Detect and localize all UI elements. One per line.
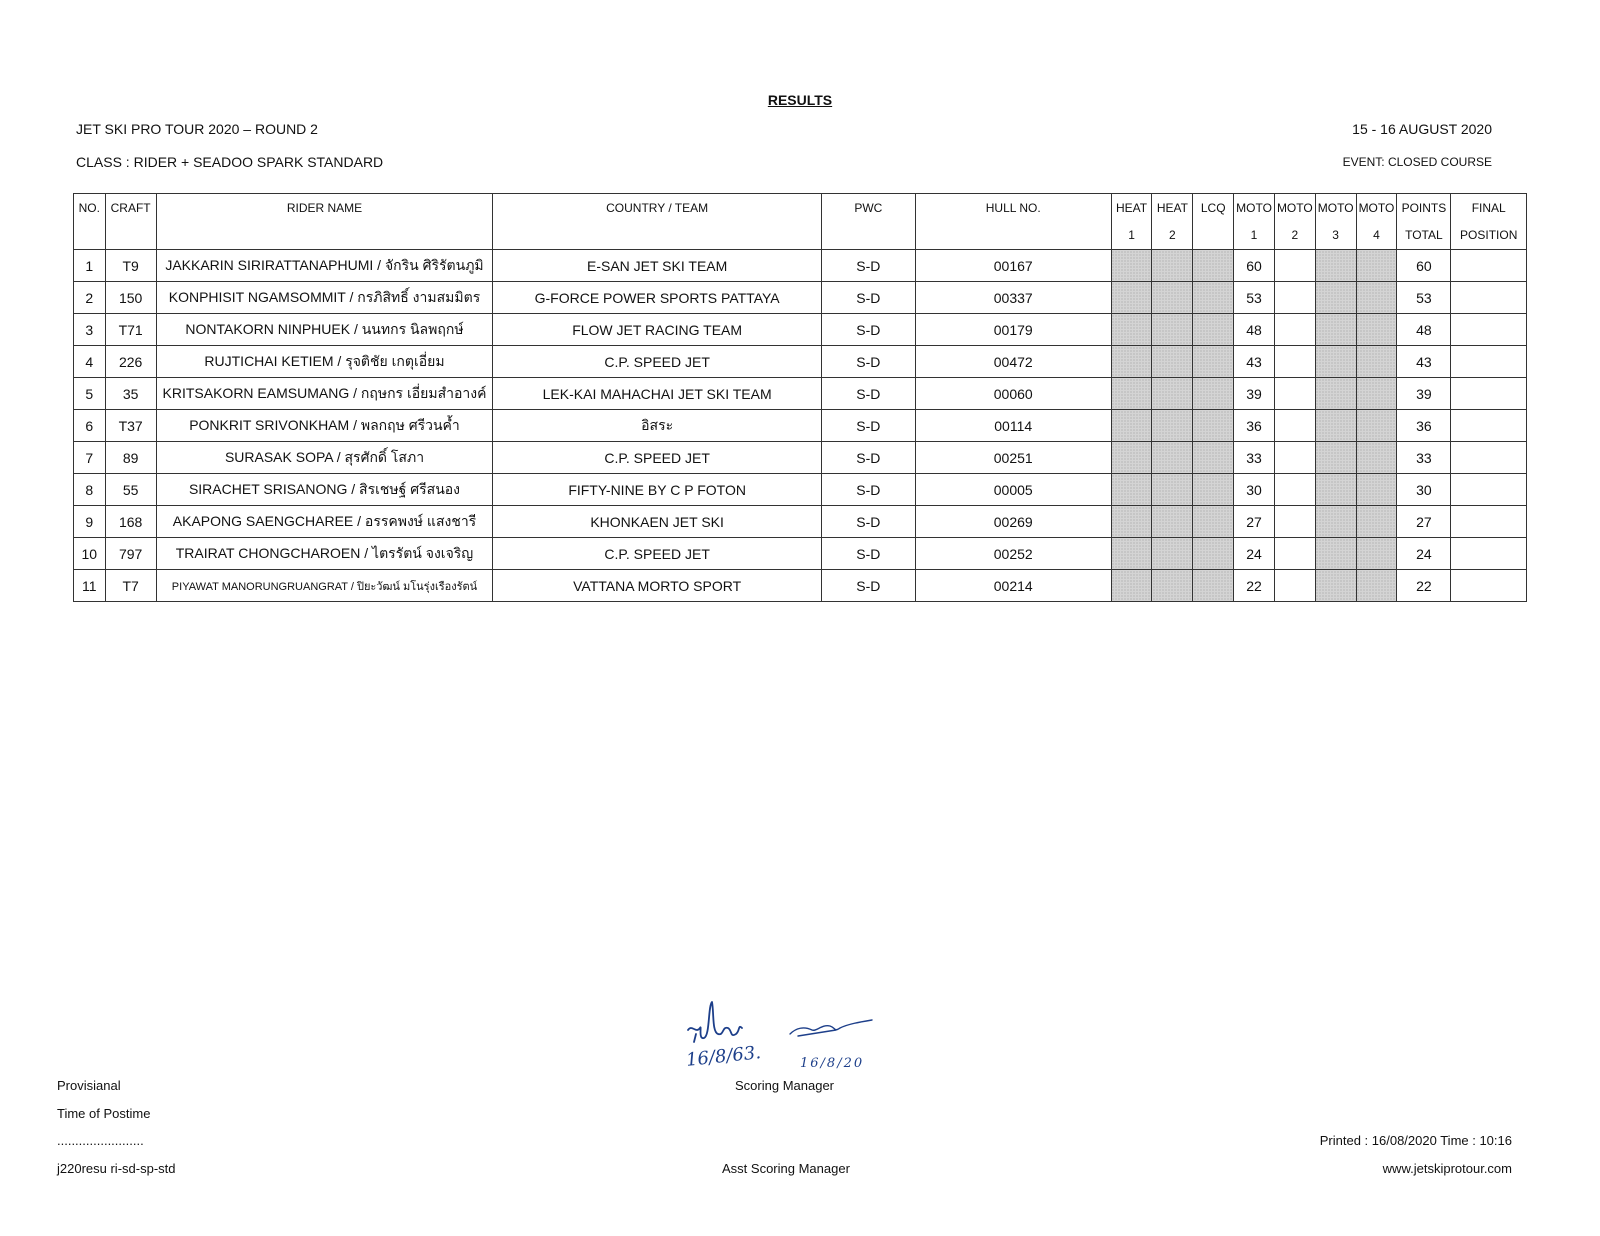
table-row [74,282,1527,314]
cell-hull-no: 00060 [915,378,1111,410]
cell-rider-name: PIYAWAT MANORUNGRUANGRAT / ปิยะวัฒน์ มโนรุ่งเรืองรัตน์ [156,570,493,602]
cell-hull-no: 00252 [915,538,1111,570]
cell-heat1 [1111,282,1152,314]
cell-final-position [1451,442,1527,474]
printed-timestamp: Printed : 16/08/2020 Time : 10:16 [1319,1133,1512,1148]
col-header-no: NO. [74,194,106,222]
col-subheader: TOTAL [1397,221,1451,250]
cell-moto2 [1274,538,1315,570]
cell-pwc: S-D [821,506,915,538]
cell-heat2 [1152,570,1193,602]
col-header-points: POINTS [1397,194,1451,222]
cell-moto1: 30 [1234,474,1275,506]
cell-pwc: S-D [821,538,915,570]
cell-moto4 [1356,474,1397,506]
col-header-hull: HULL NO. [915,194,1111,222]
col-subheader: 4 [1356,221,1397,250]
cell-heat2 [1152,250,1193,282]
cell-moto3 [1315,506,1356,538]
cell-no: 3 [74,314,106,346]
cell-moto3 [1315,442,1356,474]
col-header-moto1: MOTO [1234,194,1275,222]
cell-points-total: 36 [1397,410,1451,442]
cell-moto2 [1274,410,1315,442]
cell-craft: 226 [105,346,156,378]
cell-lcq [1193,282,1234,314]
cell-team: C.P. SPEED JET [493,442,822,474]
col-subheader [156,221,493,250]
cell-moto1: 43 [1234,346,1275,378]
cell-lcq [1193,346,1234,378]
cell-craft: 89 [105,442,156,474]
cell-no: 4 [74,346,106,378]
cell-no: 1 [74,250,106,282]
cell-moto2 [1274,314,1315,346]
table-row [74,474,1527,506]
cell-pwc: S-D [821,250,915,282]
cell-craft: 150 [105,282,156,314]
cell-final-position [1451,282,1527,314]
col-header-moto3: MOTO [1315,194,1356,222]
cell-pwc: S-D [821,346,915,378]
time-of-postime-label: Time of Postime [57,1106,151,1121]
cell-moto3 [1315,250,1356,282]
cell-moto4 [1356,282,1397,314]
cell-final-position [1451,378,1527,410]
table-body [74,250,1527,602]
col-header-lcq: LCQ [1193,194,1234,222]
cell-no: 7 [74,442,106,474]
cell-lcq [1193,314,1234,346]
page-title: RESULTS [767,92,833,108]
cell-hull-no: 00472 [915,346,1111,378]
cell-rider-name: NONTAKORN NINPHUEK / นนทกร นิลพฤกษ์ [156,314,493,346]
cell-heat2 [1152,282,1193,314]
col-header-final: FINAL [1451,194,1527,222]
cell-heat1 [1111,538,1152,570]
cell-pwc: S-D [821,474,915,506]
cell-moto3 [1315,410,1356,442]
col-header-moto4: MOTO [1356,194,1397,222]
cell-hull-no: 00269 [915,506,1111,538]
cell-moto4 [1356,250,1397,282]
cell-craft: 35 [105,378,156,410]
cell-rider-name: RUJTICHAI KETIEM / รุจติชัย เกตุเอี่ยม [156,346,493,378]
col-header-team: COUNTRY / TEAM [493,194,822,222]
cell-craft: T7 [105,570,156,602]
cell-pwc: S-D [821,282,915,314]
cell-moto2 [1274,442,1315,474]
table-row [74,410,1527,442]
results-table [73,193,1527,602]
cell-moto2 [1274,346,1315,378]
cell-lcq [1193,474,1234,506]
cell-moto4 [1356,410,1397,442]
cell-moto3 [1315,474,1356,506]
cell-moto1: 48 [1234,314,1275,346]
cell-team: FIFTY-NINE BY C P FOTON [493,474,822,506]
cell-moto4 [1356,314,1397,346]
cell-craft: 55 [105,474,156,506]
cell-points-total: 30 [1397,474,1451,506]
cell-points-total: 24 [1397,538,1451,570]
cell-team: E-SAN JET SKI TEAM [493,250,822,282]
cell-team: FLOW JET RACING TEAM [493,314,822,346]
col-header-heat1: HEAT [1111,194,1152,222]
cell-hull-no: 00114 [915,410,1111,442]
cell-rider-name: KRITSAKORN EAMSUMANG / กฤษกร เอี่ยมสำอางค์ [156,378,493,410]
class-label: CLASS : RIDER + SEADOO SPARK STANDARD [76,154,384,170]
cell-lcq [1193,378,1234,410]
cell-final-position [1451,506,1527,538]
cell-hull-no: 00214 [915,570,1111,602]
cell-rider-name: SIRACHET SRISANONG / สิรเชษฐ์ ศรีสนอง [156,474,493,506]
cell-moto1: 33 [1234,442,1275,474]
cell-no: 11 [74,570,106,602]
cell-points-total: 43 [1397,346,1451,378]
cell-rider-name: KONPHISIT NGAMSOMMIT / กรภิสิทธิ์ งามสมมิตร [156,282,493,314]
table-row [74,442,1527,474]
cell-moto2 [1274,250,1315,282]
cell-pwc: S-D [821,442,915,474]
cell-rider-name: JAKKARIN SIRIRATTANAPHUMI / จักริน ศิริรัตนภูมิ [156,250,493,282]
col-subheader [915,221,1111,250]
cell-points-total: 60 [1397,250,1451,282]
scoring-manager-label: Scoring Manager [735,1078,834,1093]
cell-hull-no: 00337 [915,282,1111,314]
cell-team: G-FORCE POWER SPORTS PATTAYA [493,282,822,314]
cell-final-position [1451,314,1527,346]
cell-moto2 [1274,506,1315,538]
cell-heat1 [1111,442,1152,474]
cell-heat1 [1111,474,1152,506]
cell-moto3 [1315,346,1356,378]
cell-moto1: 60 [1234,250,1275,282]
table-row [74,506,1527,538]
cell-heat2 [1152,410,1193,442]
cell-heat2 [1152,346,1193,378]
cell-no: 6 [74,410,106,442]
event-name: JET SKI PRO TOUR 2020 – ROUND 2 [76,121,318,137]
cell-moto1: 22 [1234,570,1275,602]
cell-heat2 [1152,314,1193,346]
cell-heat1 [1111,346,1152,378]
provisional-label: Provisianal [57,1078,121,1093]
cell-heat1 [1111,314,1152,346]
cell-heat2 [1152,442,1193,474]
col-header-craft: CRAFT [105,194,156,222]
cell-moto1: 27 [1234,506,1275,538]
cell-rider-name: AKAPONG SAENGCHAREE / อรรคพงษ์ แสงชารี [156,506,493,538]
cell-lcq [1193,570,1234,602]
cell-craft: T9 [105,250,156,282]
cell-moto3 [1315,378,1356,410]
cell-moto4 [1356,506,1397,538]
cell-moto4 [1356,346,1397,378]
col-subheader [74,221,106,250]
col-subheader: POSITION [1451,221,1527,250]
cell-lcq [1193,250,1234,282]
cell-rider-name: PONKRIT SRIVONKHAM / พลกฤษ ศรีวนค้ำ [156,410,493,442]
table-row [74,314,1527,346]
cell-team: อิสระ [493,410,822,442]
col-subheader: 2 [1152,221,1193,250]
cell-moto1: 24 [1234,538,1275,570]
signature-date-2: 16/8/20 [800,1056,865,1071]
cell-moto4 [1356,570,1397,602]
cell-team: C.P. SPEED JET [493,538,822,570]
cell-points-total: 39 [1397,378,1451,410]
cell-hull-no: 00179 [915,314,1111,346]
cell-craft: T71 [105,314,156,346]
cell-heat2 [1152,378,1193,410]
cell-team: VATTANA MORTO SPORT [493,570,822,602]
cell-heat1 [1111,570,1152,602]
cell-moto2 [1274,474,1315,506]
asst-scoring-manager-label: Asst Scoring Manager [722,1161,850,1176]
cell-moto2 [1274,378,1315,410]
cell-craft: 797 [105,538,156,570]
cell-team: KHONKAEN JET SKI [493,506,822,538]
cell-no: 9 [74,506,106,538]
col-header-heat2: HEAT [1152,194,1193,222]
cell-moto3 [1315,570,1356,602]
cell-hull-no: 00251 [915,442,1111,474]
cell-rider-name: TRAIRAT CHONGCHAROEN / ไตรรัตน์ จงเจริญ [156,538,493,570]
cell-no: 5 [74,378,106,410]
cell-moto4 [1356,538,1397,570]
header-row-top [74,194,1527,222]
cell-moto4 [1356,442,1397,474]
col-subheader: 1 [1111,221,1152,250]
cell-heat1 [1111,410,1152,442]
cell-moto4 [1356,378,1397,410]
cell-moto2 [1274,570,1315,602]
col-subheader [1193,221,1234,250]
col-header-pwc: PWC [821,194,915,222]
cell-no: 8 [74,474,106,506]
cell-pwc: S-D [821,570,915,602]
cell-pwc: S-D [821,410,915,442]
cell-moto3 [1315,314,1356,346]
cell-heat1 [1111,378,1152,410]
cell-final-position [1451,538,1527,570]
cell-heat1 [1111,250,1152,282]
cell-points-total: 22 [1397,570,1451,602]
table-row [74,570,1527,602]
cell-moto3 [1315,282,1356,314]
col-subheader [493,221,822,250]
cell-no: 10 [74,538,106,570]
cell-points-total: 27 [1397,506,1451,538]
cell-moto1: 36 [1234,410,1275,442]
cell-moto3 [1315,538,1356,570]
col-subheader [821,221,915,250]
cell-lcq [1193,410,1234,442]
cell-rider-name: SURASAK SOPA / สุรศักดิ์ โสภา [156,442,493,474]
cell-lcq [1193,538,1234,570]
file-code: j220resu ri-sd-sp-std [57,1161,176,1176]
cell-lcq [1193,442,1234,474]
table-row [74,346,1527,378]
cell-points-total: 33 [1397,442,1451,474]
cell-pwc: S-D [821,378,915,410]
col-subheader [105,221,156,250]
cell-team: LEK-KAI MAHACHAI JET SKI TEAM [493,378,822,410]
cell-hull-no: 00167 [915,250,1111,282]
cell-final-position [1451,346,1527,378]
cell-final-position [1451,474,1527,506]
cell-craft: 168 [105,506,156,538]
cell-moto1: 53 [1234,282,1275,314]
table-row [74,538,1527,570]
table-header [74,194,1527,250]
cell-final-position [1451,570,1527,602]
cell-pwc: S-D [821,314,915,346]
col-header-rider: RIDER NAME [156,194,493,222]
cell-heat2 [1152,538,1193,570]
event-dates: 15 - 16 AUGUST 2020 [1352,121,1492,137]
cell-final-position [1451,410,1527,442]
website-link[interactable]: www.jetskiprotour.com [1382,1161,1512,1176]
signature-date-1: 16/8/63. [685,1042,763,1071]
col-subheader: 3 [1315,221,1356,250]
cell-team: C.P. SPEED JET [493,346,822,378]
cell-final-position [1451,250,1527,282]
cell-no: 2 [74,282,106,314]
cell-points-total: 53 [1397,282,1451,314]
cell-moto2 [1274,282,1315,314]
cell-lcq [1193,506,1234,538]
cell-points-total: 48 [1397,314,1451,346]
postime-dots: ........................ [57,1133,144,1148]
col-subheader: 2 [1274,221,1315,250]
cell-moto1: 39 [1234,378,1275,410]
col-subheader: 1 [1234,221,1275,250]
event-type: EVENT: CLOSED COURSE [1342,155,1492,169]
cell-hull-no: 00005 [915,474,1111,506]
table-row [74,250,1527,282]
cell-heat1 [1111,506,1152,538]
cell-craft: T37 [105,410,156,442]
col-header-moto2: MOTO [1274,194,1315,222]
table-row [74,378,1527,410]
header-row-bottom [74,221,1527,250]
cell-heat2 [1152,506,1193,538]
cell-heat2 [1152,474,1193,506]
